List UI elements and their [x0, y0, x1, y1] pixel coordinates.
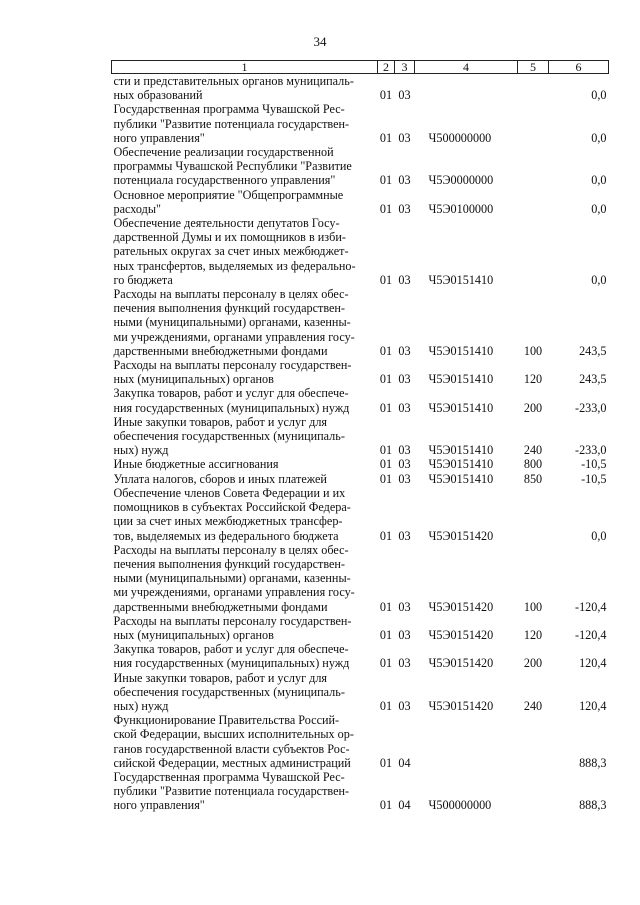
row-subsection: 03	[398, 599, 411, 614]
row-name-line: ния государственных (муниципальных) нужд	[113, 656, 350, 671]
row-expense-type: 240	[523, 443, 543, 458]
row-name	[112, 713, 378, 770]
row-name-line: ции за счет иных межбюджетных трансфер-	[113, 514, 343, 529]
table-row	[112, 486, 609, 543]
row-name-line: ской Федерации, высших исполнительных ор-	[113, 727, 354, 742]
row-expense-type	[518, 102, 549, 145]
table-row	[112, 358, 609, 386]
row-subsection: 03	[398, 471, 411, 486]
row-expense-type	[518, 713, 549, 770]
row-expense-type: 800	[523, 457, 543, 472]
row-subsection: 03	[398, 130, 411, 145]
row-name-line: сти и представительных органов муниципаль-	[113, 74, 354, 88]
row-expense-type: 100	[523, 599, 543, 614]
table-row	[112, 386, 609, 414]
table-row	[112, 188, 609, 216]
row-section: 01	[379, 173, 393, 188]
row-section: 01	[379, 272, 393, 287]
row-name-line: Основное мероприятие "Общепрограммные	[113, 187, 344, 202]
row-name-line: дарственными внебюджетными фондами	[113, 343, 328, 358]
row-name	[112, 216, 378, 287]
table-row	[112, 216, 609, 287]
row-section: 01	[379, 798, 393, 813]
row-amount: -233,0	[575, 443, 607, 458]
row-name	[112, 287, 378, 358]
row-name-line: Закупка товаров, работ и услуг для обеспече-	[113, 386, 349, 401]
row-name-line: дарственными внебюджетными фондами	[113, 599, 328, 614]
row-name-line: Государственная программа Чувашской Рес-	[113, 102, 345, 117]
row-name-line: Расходы на выплаты персоналу государствен-	[113, 358, 352, 373]
row-name-line: Закупка товаров, работ и услуг для обеспече-	[113, 642, 349, 657]
row-target-code: Ч500000000	[428, 798, 492, 813]
row-name	[112, 486, 378, 543]
row-subsection: 03	[395, 74, 415, 103]
row-expense-type	[518, 486, 549, 543]
row-subsection: 03	[398, 443, 411, 458]
page-number: 34	[313, 34, 327, 49]
row-name-line: расходы"	[113, 201, 161, 216]
row-subsection: 03	[398, 627, 411, 642]
row-expense-type: 240	[523, 698, 543, 713]
row-amount: 888,3	[579, 755, 607, 770]
row-name-line: тов, выделяемых из федерального бюджета	[113, 528, 339, 543]
table-row	[112, 74, 609, 103]
row-section: 01	[379, 372, 393, 387]
row-subsection: 03	[398, 272, 411, 287]
row-subsection: 03	[398, 656, 411, 671]
row-name-line: печения выполнения функций государствен-	[113, 301, 345, 316]
row-target-code: Ч5Э0151410	[428, 372, 494, 387]
row-target-code	[415, 713, 518, 770]
row-amount: 243,5	[579, 372, 607, 387]
row-target-code: Ч5Э0151420	[428, 599, 494, 614]
row-name-line: дарственной Думы и их помощников в изби-	[113, 230, 346, 245]
row-target-code: Ч5Э0151420	[428, 528, 494, 543]
row-amount: 120,4	[579, 656, 607, 671]
row-expense-type	[518, 145, 549, 188]
row-subsection: 03	[398, 698, 411, 713]
row-expense-type: 850	[523, 471, 543, 486]
row-expense-type	[518, 74, 549, 103]
row-name-line: ными (муниципальными) органами, казенны-	[113, 571, 351, 586]
row-expense-type: 100	[523, 343, 543, 358]
row-name-line: Обеспечение реализации государственной	[113, 145, 334, 160]
row-name-line: печения выполнения функций государствен-	[113, 556, 345, 571]
row-name-line: ния государственных (муниципальных) нужд	[113, 400, 350, 415]
row-target-code: Ч5Э0151410	[428, 457, 494, 472]
row-amount: -10,5	[581, 457, 607, 472]
row-name-line: Государственная программа Чувашской Рес-	[113, 769, 345, 784]
header-col-1: 1	[112, 61, 378, 74]
table-row	[112, 713, 609, 770]
row-name-line: программы Чувашской Республики "Развитие	[113, 159, 352, 174]
table-header-row	[112, 61, 609, 74]
row-section: 01	[379, 443, 393, 458]
table-row	[112, 614, 609, 642]
row-subsection: 03	[398, 400, 411, 415]
header-col-6: 6	[549, 61, 609, 74]
row-target-code: Ч5Э0151420	[428, 656, 494, 671]
row-section: 01	[379, 627, 393, 642]
row-name-line: Обеспечение деятельности депутатов Госу-	[113, 216, 340, 231]
row-name-line: помощников в субъектах Российской Федера-	[113, 500, 351, 515]
row-name-line: ных трансфертов, выделяемых из федерально-	[113, 258, 356, 273]
row-name-line: Функционирование Правительства Россий-	[113, 713, 340, 728]
row-section: 01	[379, 528, 393, 543]
row-name-line: ных (муниципальных) органов	[113, 627, 274, 642]
row-name	[112, 74, 378, 103]
row-amount: 0,0	[591, 130, 607, 145]
table-row	[112, 145, 609, 188]
row-subsection: 03	[398, 457, 411, 472]
row-name-line: Иные закупки товаров, работ и услуг для	[113, 670, 328, 685]
table-row	[112, 457, 609, 471]
table-row	[112, 671, 609, 714]
row-name-line: Иные бюджетные ассигнования	[113, 457, 279, 472]
row-name-line: Уплата налогов, сборов и иных платежей	[113, 471, 327, 486]
row-name	[112, 145, 378, 188]
row-subsection: 03	[398, 372, 411, 387]
table-body	[112, 74, 609, 813]
row-expense-type	[518, 770, 549, 813]
row-name-line: ных) нужд	[113, 698, 169, 713]
row-target-code: Ч5Э0151410	[428, 443, 494, 458]
row-section: 01	[379, 457, 393, 472]
row-name-line: обеспечения государственных (муниципаль-	[113, 429, 345, 444]
row-name	[112, 770, 378, 813]
row-name-line: ных образований	[113, 88, 203, 103]
row-amount: 888,3	[579, 798, 607, 813]
row-name-line: потенциала государственного управления"	[113, 173, 336, 188]
header-col-5: 5	[518, 61, 549, 74]
row-name-line: ного управления"	[113, 798, 205, 813]
row-expense-type	[518, 188, 549, 216]
row-name-line: Расходы на выплаты персоналу государствен-	[113, 613, 352, 628]
row-name-line: рательных округах за счет иных межбюджет-	[113, 244, 349, 259]
row-target-code: Ч500000000	[428, 130, 492, 145]
row-name-line: Расходы на выплаты персоналу в целях обес-	[113, 287, 349, 302]
row-name	[112, 457, 378, 471]
row-amount: 243,5	[579, 343, 607, 358]
row-name	[112, 102, 378, 145]
row-name	[112, 358, 378, 386]
row-subsection: 04	[398, 798, 411, 813]
row-name-line: публики "Развитие потенциала государствен-	[113, 784, 350, 799]
table-row	[112, 287, 609, 358]
row-amount: -120,4	[575, 599, 607, 614]
table-row	[112, 472, 609, 486]
row-expense-type: 120	[523, 627, 543, 642]
header-col-3: 3	[395, 61, 415, 74]
row-section: 01	[379, 343, 393, 358]
row-target-code: Ч5Э0151420	[428, 627, 494, 642]
table-row	[112, 770, 609, 813]
row-target-code: Ч5Э0151410	[428, 400, 494, 415]
row-amount: -233,0	[575, 400, 607, 415]
row-name-line: ми учреждениями, органами управления госу-	[113, 329, 355, 344]
row-amount: -120,4	[575, 627, 607, 642]
row-subsection: 03	[398, 528, 411, 543]
table-row	[112, 642, 609, 670]
row-amount: 0,0	[591, 173, 607, 188]
header-col-2: 2	[378, 61, 395, 74]
row-subsection: 03	[398, 173, 411, 188]
row-name-line: Расходы на выплаты персоналу в целях обес-	[113, 542, 349, 557]
table-row	[112, 102, 609, 145]
row-name-line: ных) нужд	[113, 443, 169, 458]
row-section: 01	[379, 400, 393, 415]
row-name	[112, 671, 378, 714]
row-name-line: публики "Развитие потенциала государствен-	[113, 116, 350, 131]
row-section: 01	[379, 656, 393, 671]
row-name	[112, 614, 378, 642]
row-section: 01	[379, 201, 393, 216]
row-target-code: Ч5Э0100000	[428, 201, 494, 216]
row-expense-type: 200	[523, 656, 543, 671]
row-name	[112, 188, 378, 216]
row-name-line: го бюджета	[113, 272, 173, 287]
row-name-line: ного управления"	[113, 130, 205, 145]
row-expense-type: 120	[523, 372, 543, 387]
row-amount: 0,0	[549, 74, 609, 103]
row-amount: 120,4	[579, 698, 607, 713]
row-name-line: Обеспечение членов Совета Федерации и их	[113, 485, 346, 500]
row-section: 01	[379, 698, 393, 713]
row-target-code: Ч5Э0000000	[428, 173, 494, 188]
budget-table	[111, 60, 609, 813]
row-section: 01	[379, 471, 393, 486]
row-section: 01	[378, 74, 395, 103]
table-row	[112, 543, 609, 614]
row-name-line: ными (муниципальными) органами, казенны-	[113, 315, 351, 330]
header-col-4: 4	[415, 61, 518, 74]
row-subsection: 03	[398, 201, 411, 216]
row-target-code: Ч5Э0151410	[428, 343, 494, 358]
row-name-line: Иные закупки товаров, работ и услуг для	[113, 414, 328, 429]
row-expense-type: 200	[523, 400, 543, 415]
row-section: 01	[379, 130, 393, 145]
row-amount: -10,5	[581, 471, 607, 486]
row-amount: 0,0	[591, 272, 607, 287]
row-target-code: Ч5Э0151420	[428, 698, 494, 713]
row-name	[112, 472, 378, 486]
table-row	[112, 415, 609, 458]
row-target-code: Ч5Э0151410	[428, 272, 494, 287]
row-name	[112, 415, 378, 458]
row-name-line: ных (муниципальных) органов	[113, 372, 274, 387]
row-amount: 0,0	[591, 201, 607, 216]
row-name	[112, 642, 378, 670]
row-name	[112, 543, 378, 614]
row-name-line: ганов государственной власти субъектов Рос-	[113, 741, 350, 756]
row-amount: 0,0	[591, 528, 607, 543]
row-expense-type	[518, 216, 549, 287]
row-name-line: обеспечения государственных (муниципаль-	[113, 684, 345, 699]
row-target-code: Ч5Э0151410	[428, 471, 494, 486]
row-section: 01	[379, 755, 393, 770]
row-name-line: ми учреждениями, органами управления госу-	[113, 585, 355, 600]
row-subsection: 04	[398, 755, 411, 770]
row-name-line: сийской Федерации, местных администраций	[113, 755, 351, 770]
row-subsection: 03	[398, 343, 411, 358]
row-name	[112, 386, 378, 414]
row-section: 01	[379, 599, 393, 614]
row-target-code	[415, 74, 518, 103]
